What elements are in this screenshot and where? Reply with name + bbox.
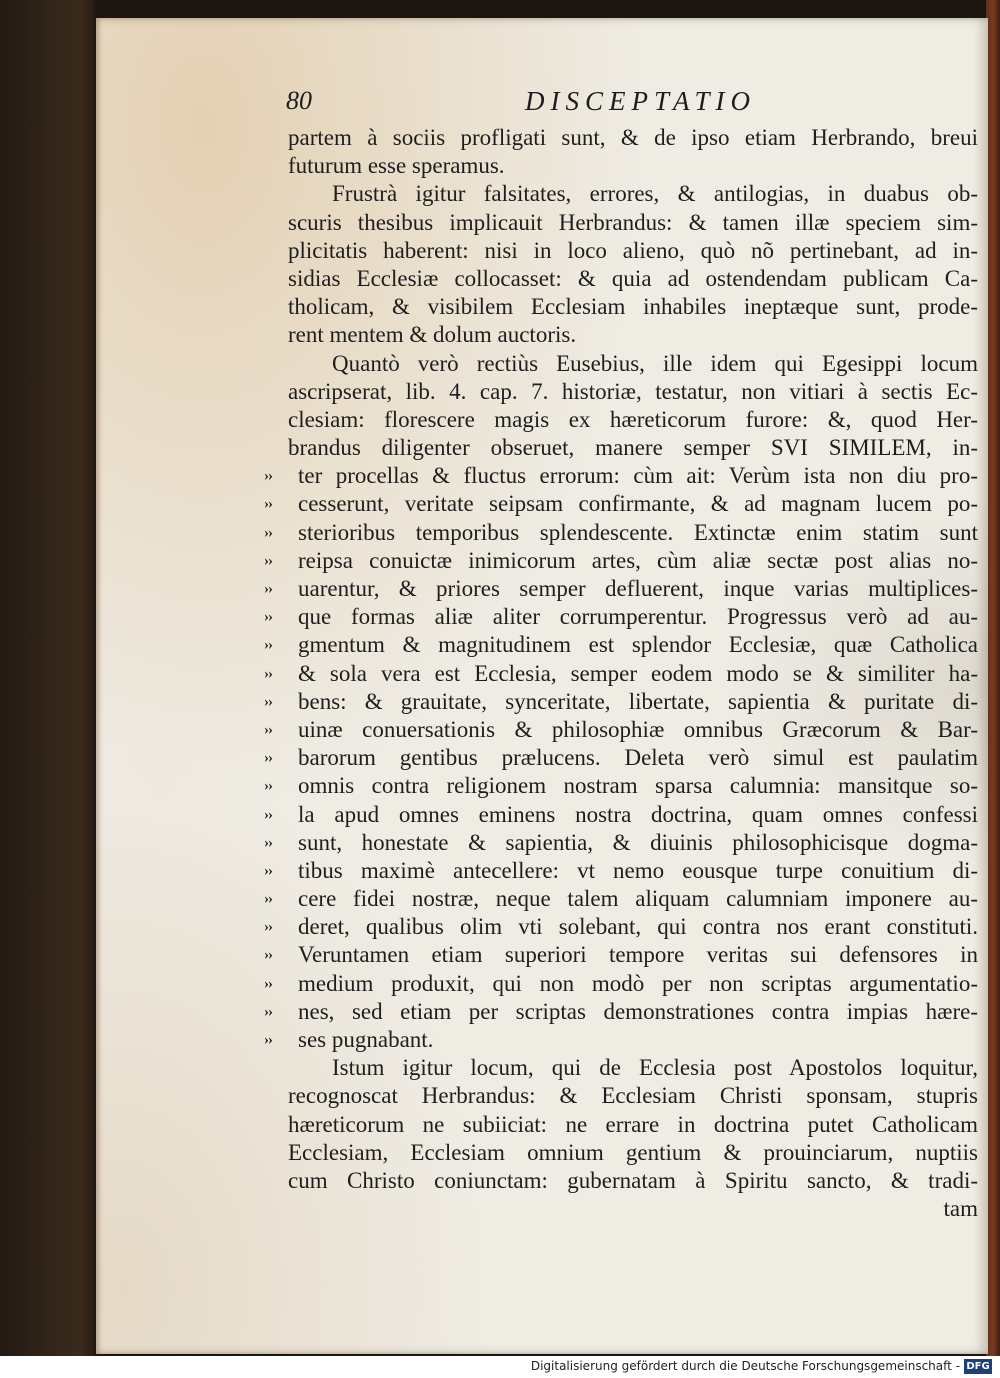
quotation-marker: ››	[264, 947, 272, 964]
quotation-marker: ››	[264, 750, 272, 767]
line-text: medium produxit, qui non modò per non scriptas argumentatio-	[298, 970, 978, 996]
text-line	[264, 941, 978, 969]
line-text: sidias Ecclesiæ collocasset: & quia ad ostendendam publicam Ca-	[288, 265, 978, 291]
quotation-marker: ››	[264, 975, 272, 992]
text-line	[264, 744, 978, 772]
quotation-marker: ››	[264, 721, 272, 738]
line-text: barorum gentibus prælucens. Deleta verò simul est paulatim	[298, 745, 978, 771]
body-text	[264, 124, 978, 1223]
quotation-marker: ››	[264, 806, 272, 823]
line-text: cere fidei nostræ, neque talem aliquam calumniam imponere au-	[298, 886, 978, 912]
text-line	[288, 1082, 978, 1110]
line-text: ascripserat, lib. 4. cap. 7. historiæ, testatur, non vitiari à sectis Ec-	[288, 378, 978, 404]
line-text: omnis contra religionem nostram sparsa calumnia: mansitque so-	[298, 773, 978, 799]
line-text: Veruntamen etiam superiori tempore veritas sui defensores in	[298, 942, 978, 968]
text-line	[264, 603, 978, 631]
text-line	[288, 378, 978, 406]
text-line	[288, 180, 978, 208]
line-text: scuris thesibus implicauit Herbrandus: & tamen illæ speciem sim-	[288, 209, 978, 235]
quotation-marker: ››	[264, 1003, 272, 1020]
quotation-marker: ››	[264, 637, 272, 654]
text-line	[264, 885, 978, 913]
text-line	[264, 716, 978, 744]
line-text: uarentur, & priores semper defluerent, inque varias multiplices-	[298, 576, 978, 601]
text-line	[264, 660, 978, 688]
quotation-marker: ››	[264, 581, 272, 597]
catchword: tam	[943, 1196, 978, 1222]
quotation-marker: ››	[264, 665, 272, 682]
page-number: 80	[286, 86, 312, 115]
line-text: rent mentem & dolum auctoris.	[288, 322, 577, 348]
text-line	[264, 1026, 978, 1054]
dfg-logo: DFG	[964, 1359, 992, 1374]
text-line	[264, 631, 978, 659]
line-text: tibus maximè antecellere: vt nemo eousque turpe conuitium di-	[298, 857, 978, 883]
text-line	[288, 1054, 978, 1082]
quotation-marker: ››	[264, 693, 272, 710]
quotation-marker: ››	[264, 891, 272, 908]
line-text: hæreticorum ne subiiciat: ne errare in doctrina putet Catholicam	[288, 1111, 978, 1137]
text-line	[264, 801, 978, 829]
line-text: clesiam: florescere magis ex hæreticorum furore: &, quod Her-	[288, 406, 978, 432]
line-text: sunt, honestate & sapientia, & diuinis philosophicisque dogma-	[298, 829, 978, 855]
line-text: Quantò verò rectiùs Eusebius, ille idem qui Egesippi locum	[332, 350, 978, 376]
line-text: plicitatis haberent: nisi in loco alieno, quò nõ pertinebant, ad in-	[288, 237, 978, 263]
text-line	[288, 1111, 978, 1139]
text-line	[288, 350, 978, 378]
book-cover-edge	[986, 0, 1000, 1360]
line-text: futurum esse speramus.	[288, 153, 505, 179]
text-line	[288, 209, 978, 237]
line-text: Ecclesiam, Ecclesiam omnium gentium & prouinciarum, nuptiis	[288, 1139, 978, 1165]
line-text: reipsa conuictæ inimicorum artes, cùm aliæ sectæ post alias no-	[298, 547, 978, 573]
text-line	[264, 462, 978, 490]
line-text: recognoscat Herbrandus: & Ecclesiam Christi sponsam, stupris	[288, 1083, 978, 1109]
text-line	[264, 688, 978, 716]
text-line	[264, 829, 978, 857]
line-text: nes, sed etiam per scriptas demonstrationes contra impias hære-	[298, 998, 978, 1024]
text-line	[288, 237, 978, 265]
line-text: bens: & grauitate, synceritate, libertate, sapientia & puritate di-	[298, 688, 978, 714]
quotation-marker: ››	[264, 468, 272, 485]
text-line	[264, 490, 978, 518]
footer-bar	[0, 1356, 1000, 1378]
line-text: cum Christo coniunctam: gubernatam à Spiritu sancto, & tradi-	[288, 1167, 978, 1193]
text-line	[264, 913, 978, 941]
text-line	[264, 857, 978, 885]
text-line	[288, 152, 978, 180]
line-text: deret, qualibus olim vti solebant, qui contra nos erant constituti.	[298, 914, 978, 940]
quotation-marker: ››	[264, 552, 272, 569]
text-line	[288, 406, 978, 434]
text-line	[288, 265, 978, 293]
text-line	[264, 772, 978, 800]
text-line	[264, 970, 978, 998]
funding-note: Digitalisierung gefördert durch die Deutsche Forschungsgemeinschaft -	[530, 1359, 960, 1373]
line-text: gmentum & magnitudinem est splendor Ecclesiæ, quæ Catholica	[298, 632, 978, 658]
quotation-marker: ››	[264, 778, 272, 795]
text-line	[288, 434, 978, 462]
line-text: brandus diligenter obseruet, manere semper SVI SIMILEM, in-	[288, 435, 978, 461]
quotation-marker: ››	[264, 862, 272, 879]
text-line	[288, 1167, 978, 1195]
quotation-marker: ››	[264, 496, 272, 513]
running-title: DISCEPTATIO	[525, 86, 756, 116]
line-text: tholicam, & visibilem Ecclesiam inhabiles ineptæque sunt, prode-	[288, 294, 978, 320]
text-line	[264, 547, 978, 575]
quotation-marker: ››	[264, 834, 272, 851]
line-text: & sola vera est Ecclesia, semper eodem modo se & similiter ha-	[298, 660, 978, 686]
text-line	[288, 321, 978, 349]
line-text: uinæ conuersationis & philosophiæ omnibus Græcorum & Bar-	[298, 716, 978, 742]
line-text: ter procellas & fluctus errorum: cùm ait: Verùm ista non diu pro-	[298, 463, 978, 489]
quotation-marker: ››	[264, 609, 272, 626]
quotation-marker: ››	[264, 919, 272, 936]
line-text: que formas aliæ aliter corrumperentur. Progressus verò ad au-	[298, 604, 978, 630]
text-line	[288, 124, 978, 152]
quotation-marker: ››	[264, 1032, 272, 1048]
line-text: Frustrà igitur falsitates, errores, & antilogias, in duabus ob-	[332, 181, 978, 207]
text-line	[264, 998, 978, 1026]
line-text: partem à sociis profligati sunt, & de ipso etiam Herbrando, breui	[288, 125, 978, 150]
line-text: la apud omnes eminens nostra doctrina, quam omnes confessi	[298, 801, 978, 827]
page-header	[286, 86, 756, 122]
line-text: cesserunt, veritate seipsam confirmante, & ad magnam lucem po-	[298, 491, 978, 517]
text-line	[264, 519, 978, 547]
line-text: ses pugnabant.	[298, 1027, 434, 1052]
quotation-marker: ››	[264, 524, 272, 541]
text-line	[264, 575, 978, 603]
text-line	[288, 1139, 978, 1167]
line-text: sterioribus temporibus splendescente. Extinctæ enim statim sunt	[298, 519, 978, 545]
line-text: Istum igitur locum, qui de Ecclesia post Apostolos loquitur,	[332, 1055, 978, 1081]
text-line	[288, 293, 978, 321]
